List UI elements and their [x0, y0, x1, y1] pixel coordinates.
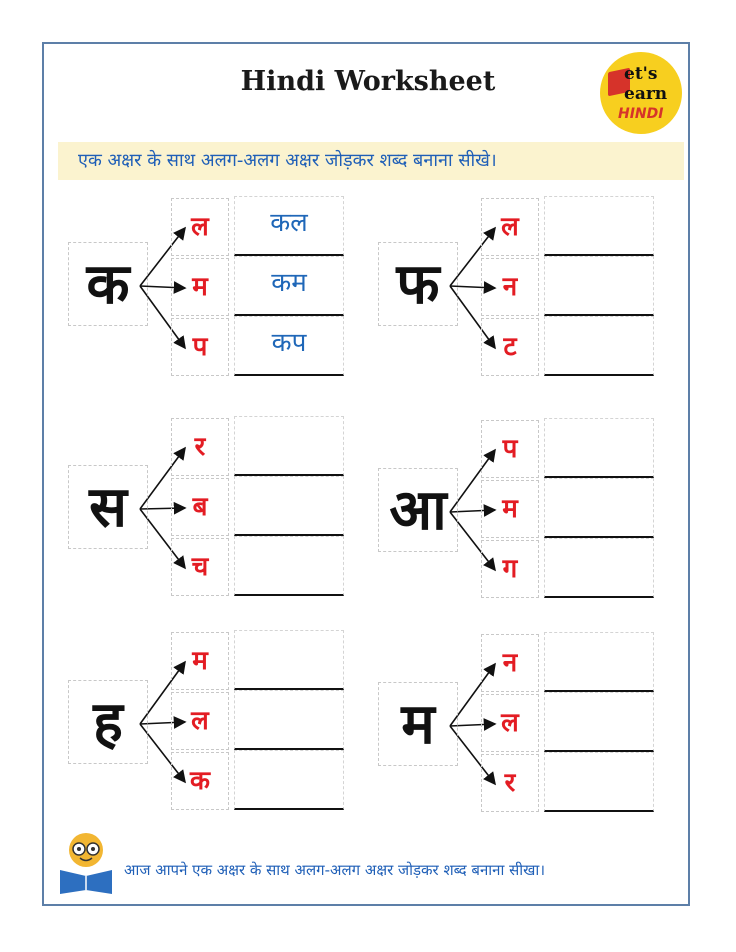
letter-box: र [171, 418, 229, 476]
letter-box: च [171, 538, 229, 596]
footer-message: आज आपने एक अक्षर के साथ अलग-अलग अक्षर जोड़कर शब्द बनाना सीखा। [124, 861, 545, 879]
answer-line[interactable] [544, 256, 654, 316]
answer-line[interactable]: कम [234, 256, 344, 316]
main-letter-box: फ [378, 242, 458, 326]
main-letter-box: आ [378, 468, 458, 552]
answer-line[interactable]: कप [234, 316, 344, 376]
letter-box: म [481, 480, 539, 538]
answer-line[interactable] [544, 752, 654, 812]
letter-box: ग [481, 540, 539, 598]
answer-line[interactable] [544, 538, 654, 598]
main-letter-box: म [378, 682, 458, 766]
lets-learn-hindi-logo: et's earn HINDI [600, 52, 682, 134]
answer-line[interactable] [234, 690, 344, 750]
answer-line[interactable] [544, 418, 654, 478]
main-letter-box: क [68, 242, 148, 326]
reading-mascot-icon [56, 830, 116, 896]
answer-line[interactable] [234, 750, 344, 810]
answer-line[interactable] [544, 316, 654, 376]
answer-line[interactable] [234, 630, 344, 690]
answer-line[interactable] [544, 692, 654, 752]
letter-box: न [481, 258, 539, 316]
letter-box: ल [171, 198, 229, 256]
letter-box: क [171, 752, 229, 810]
answer-line[interactable] [544, 196, 654, 256]
letter-box: म [171, 632, 229, 690]
answer-line[interactable]: कल [234, 196, 344, 256]
answer-line[interactable] [234, 476, 344, 536]
instruction-banner: एक अक्षर के साथ अलग-अलग अक्षर जोड़कर शब्द बनाना सीखे। [58, 142, 684, 180]
letter-box: प [481, 420, 539, 478]
answer-line[interactable] [234, 416, 344, 476]
letter-box: म [171, 258, 229, 316]
page-title: Hindi Worksheet [240, 66, 496, 97]
letter-box: ट [481, 318, 539, 376]
answer-line[interactable] [544, 478, 654, 538]
letter-box: न [481, 634, 539, 692]
letter-box: ल [481, 198, 539, 256]
answer-line[interactable] [234, 536, 344, 596]
main-letter-box: स [68, 465, 148, 549]
letter-box: ल [481, 694, 539, 752]
letter-box: ल [171, 692, 229, 750]
main-letter-box: ह [68, 680, 148, 764]
answer-line[interactable] [544, 632, 654, 692]
letter-box: प [171, 318, 229, 376]
letter-box: ब [171, 478, 229, 536]
letter-box: र [481, 754, 539, 812]
